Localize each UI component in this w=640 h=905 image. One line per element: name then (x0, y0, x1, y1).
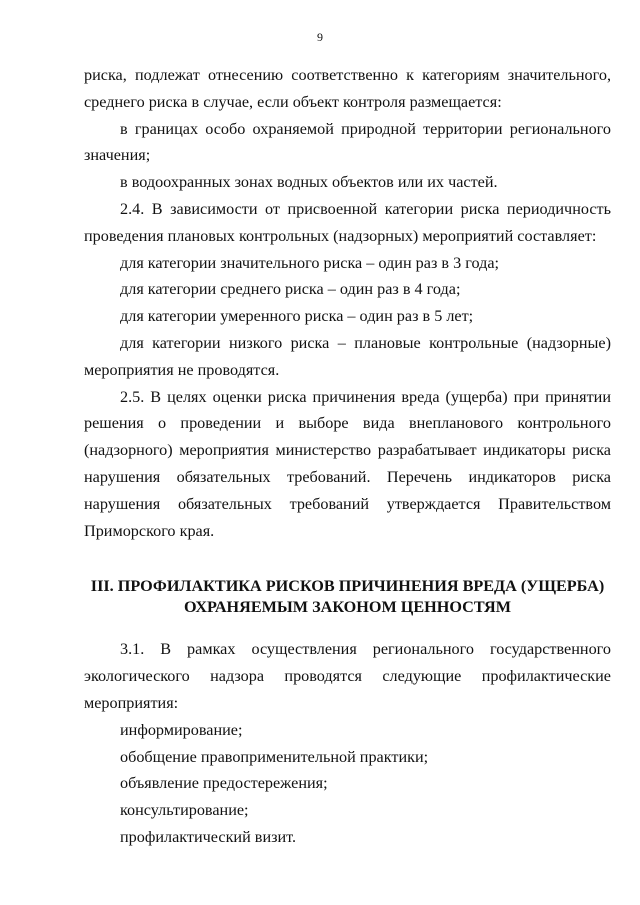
section-heading-line-1: III. ПРОФИЛАКТИКА РИСКОВ ПРИЧИНЕНИЯ ВРЕДА (УЩЕРБА) (90, 577, 605, 596)
paragraph-risk-categories: риска, подлежат отнесению соответственно к категориям значительного, среднего риска в случае, если объект контроля размещается: (84, 66, 611, 111)
paragraph-3-1: 3.1. В рамках осуществления регионального государственного экологического надзора проводятся следующие профилактические мероприятия: (84, 640, 611, 712)
list-item: обобщение правоприменительной практики; (120, 747, 429, 766)
paragraph-2-5: 2.5. В целях оценки риска причинения вреда (ущерба) при принятии решения о проведении и выборе вида внепланового контрольного (надзорного) мероприятия министерство разрабатывает индикаторы риска нарушения обязательных требований. Перечень индикаторов риска нарушения обязательных требований утверждается Правительством Приморского края. (84, 387, 611, 540)
section-heading-line-2: ОХРАНЯЕМЫМ ЗАКОНОМ ЦЕННОСТЯМ (184, 598, 511, 617)
list-item: информирование; (120, 720, 243, 739)
list-item-medium-risk: для категории среднего риска – один раз в 4 года; (120, 280, 461, 299)
document-body (84, 62, 611, 851)
list-item: профилактический визит. (120, 827, 297, 846)
list-item: объявление предостережения; (120, 774, 328, 793)
list-item: консультирование; (120, 801, 249, 820)
section-heading (84, 576, 611, 618)
paragraph-low-risk: для категории низкого риска – плановые контрольные (надзорные) мероприятия не проводятся. (84, 333, 611, 379)
paragraph-water-zones: в водоохранных зонах водных объектов или их частей. (120, 173, 498, 192)
page-number: 9 (317, 30, 323, 44)
list-item-significant-risk: для категории значительного риска – один раз в 3 года; (120, 253, 499, 272)
list-item-moderate-risk: для категории умеренного риска – один раз в 5 лет; (120, 307, 474, 326)
paragraph-2-4: 2.4. В зависимости от присвоенной категории риска периодичность проведения плановых контрольных (надзорных) мероприятий составляет: (84, 199, 611, 245)
paragraph-protected-territory: в границах особо охраняемой природной территории регионального значения; (84, 119, 611, 165)
